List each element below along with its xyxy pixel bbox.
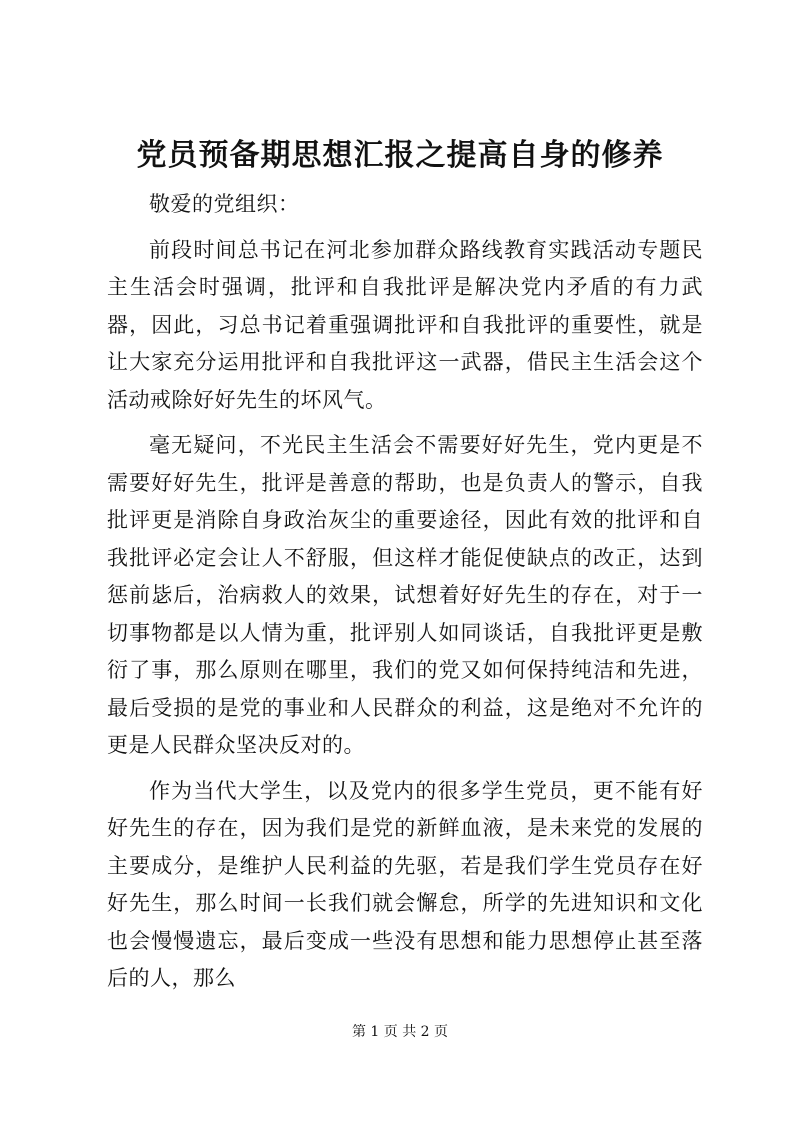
page-number-footer: 第 1 页 共 2 页: [351, 1024, 449, 1040]
paragraph-2: 毫无疑问，不光民主生活会不需要好好先生，党内更是不需要好好先生，批评是善意的帮助，也是负责人的警示，自我批评更是消除自身政治灰尘的重要途径，因此有效的批评和自我批评必定会让人不舒服，但这样才能促使缺点的改正，达到惩前毖后，治病救人的效果，试想着好好先生的存在，对于一切事物都是以人情为重，批评别人如同谈话，自我批评更是敷衍了事，那么原则在哪里，我们的党又如何保持纯洁和先进，最后受损的是党的事业和人民群众的利益，这是绝对不允许的更是人民群众坚决反对的。: [107, 433, 703, 757]
document-title: 党员预备期思想汇报之提高自身的修养: [136, 138, 664, 173]
salutation: 敬爱的党组织：: [149, 192, 300, 216]
paragraph-3: 作为当代大学生，以及党内的很多学生党员，更不能有好好先生的存在，因为我们是党的新鲜血液，是未来党的发展的主要成分，是维护人民利益的先驱，若是我们学生党员存在好好先生，那么时间一长我们就会懈怠，所学的先进知识和文化也会慢慢遗忘，最后变成一些没有思想和能力思想停止甚至落后的人，那么: [107, 778, 703, 990]
paragraph-1: 前段时间总书记在河北参加群众路线教育实践活动专题民主生活会时强调，批评和自我批评是解决党内矛盾的有力武器，因此，习总书记着重强调批评和自我批评的重要性，就是让大家充分运用批评和自我批评这一武器，借民主生活会这个活动戒除好好先生的坏风气。: [107, 237, 703, 412]
document-body: [107, 186, 703, 1006]
